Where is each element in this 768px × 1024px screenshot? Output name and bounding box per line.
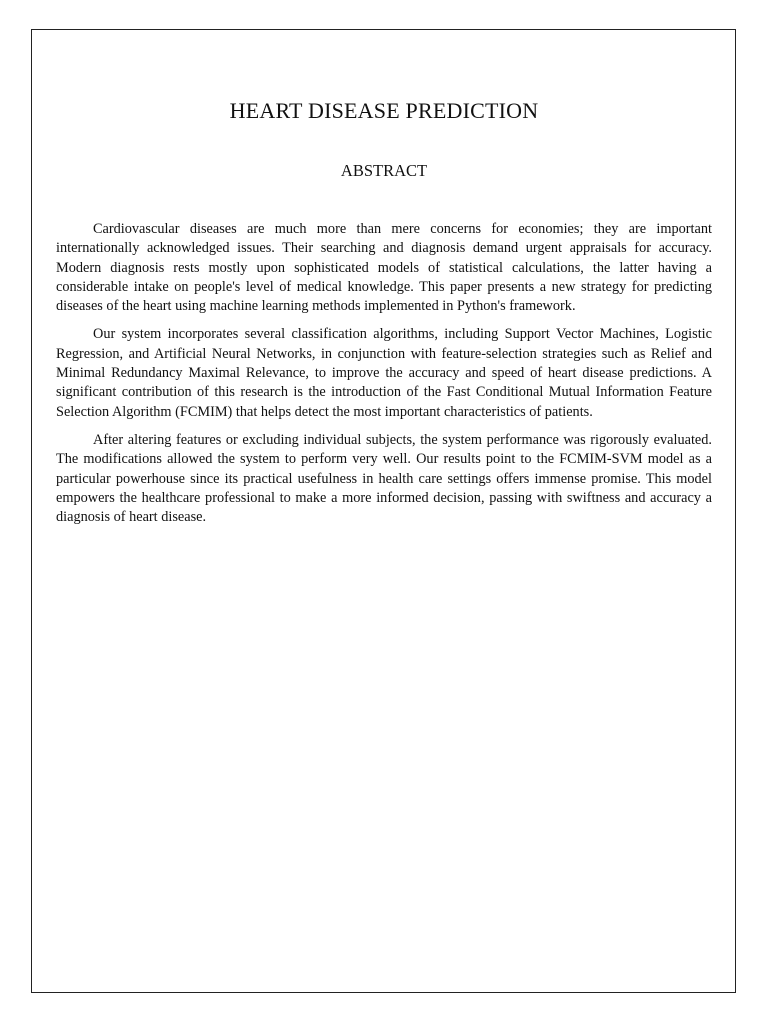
- abstract-heading: ABSTRACT: [340, 161, 428, 180]
- abstract-body: [56, 220, 712, 536]
- abstract-paragraph-1: Cardiovascular diseases are much more than mere concerns for economies; they are important internationally acknowledged issues. Their searching and diagnosis demand urgent appraisals for accuracy. Modern diagnosis rests mostly upon sophisticated models of statistical calculations, the latter having a considerable intake on people's level of medical knowledge. This paper presents a new strategy for predicting diseases of the heart using machine learning methods implemented in Python's framework.: [56, 221, 712, 315]
- document-title: HEART DISEASE PREDICTION: [229, 98, 539, 123]
- abstract-paragraph-3: After altering features or excluding individual subjects, the system performance was rigorously evaluated. The modifications allowed the system to perform very well. Our results point to the FCMIM-SVM model as a particular powerhouse since its practical usefulness in health care settings offers immense promise. This model empowers the healthcare professional to make a more informed decision, passing with swiftness and accuracy a diagnosis of heart disease.: [56, 431, 712, 526]
- abstract-paragraph-2: Our system incorporates several classification algorithms, including Support Vector Machines, Logistic Regression, and Artificial Neural Networks, in conjunction with feature-selection strategies such as Relief and Minimal Redundancy Maximal Relevance, to improve the accuracy and speed of heart disease predictions. A significant contribution of this research is the introduction of the Fast Conditional Mutual Information Feature Selection Algorithm (FCMIM) that helps detect the most important characteristics of patients.: [56, 326, 712, 420]
